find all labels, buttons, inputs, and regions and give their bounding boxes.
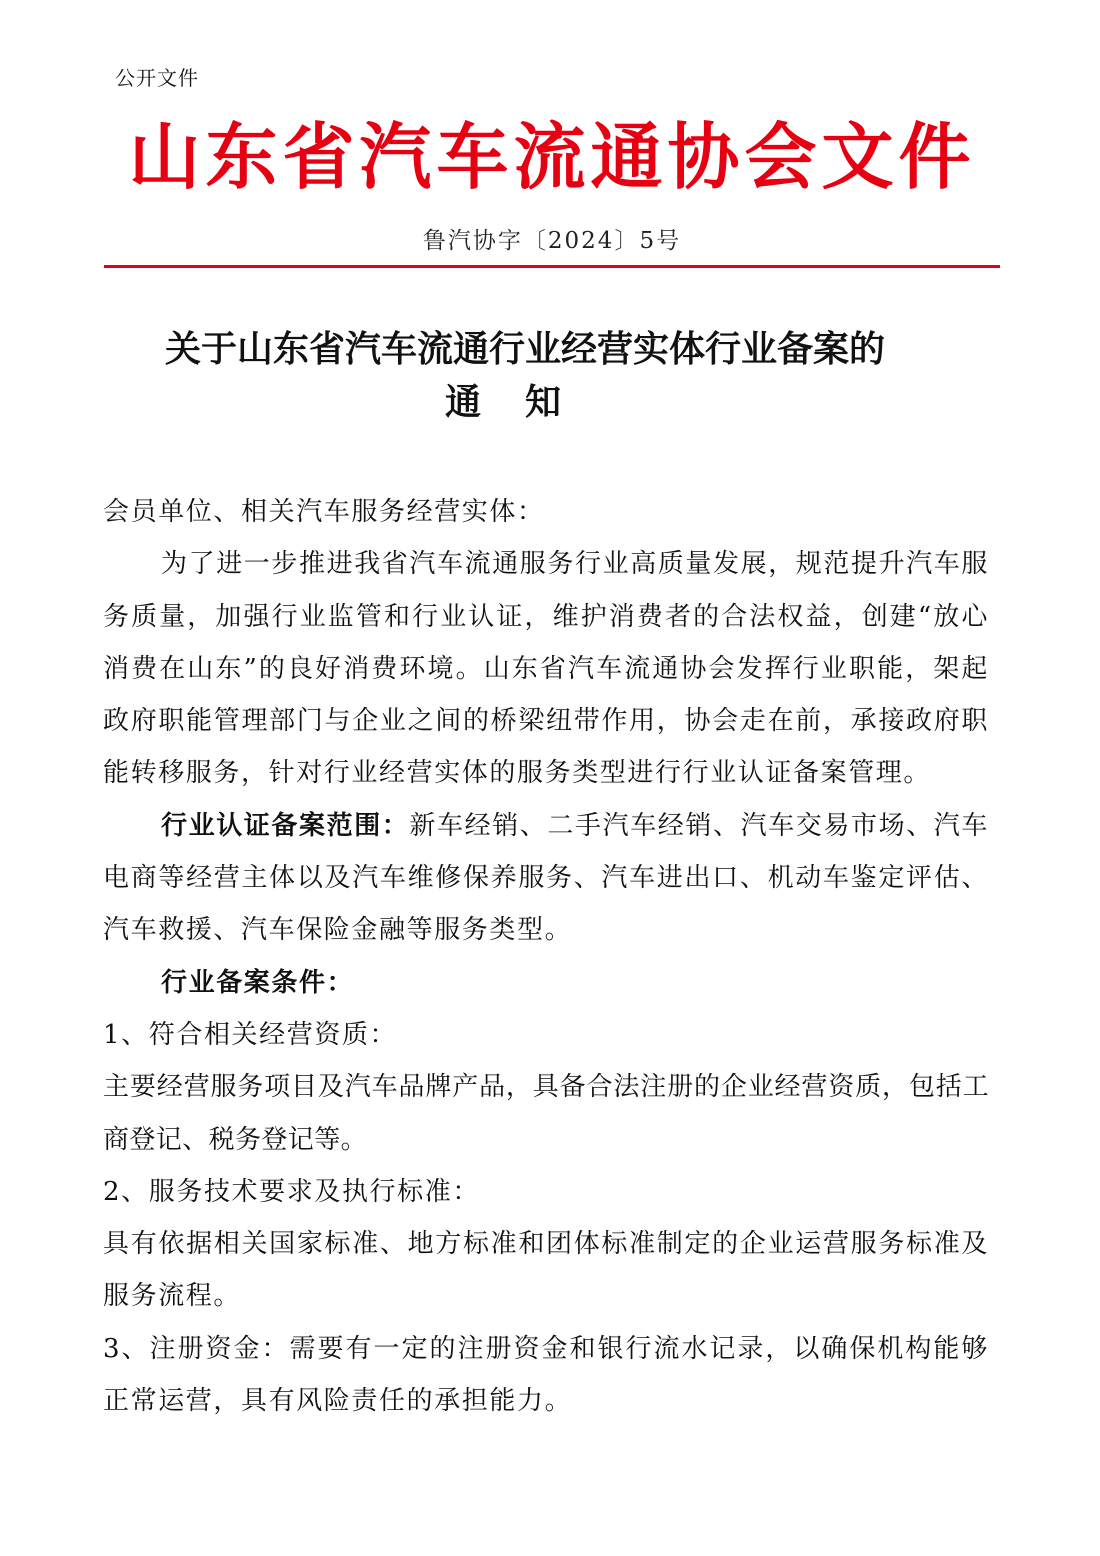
item-3-label: 3、注册资金： [103, 1333, 290, 1364]
item-3-paragraph [103, 1323, 989, 1428]
item-3-text: 需要有一定的注册资金和银行流水记录，以确保机构能够正常运营，具有风险责任的承担能力。 [103, 1333, 989, 1417]
scope-paragraph [103, 800, 989, 957]
masthead-divider [104, 265, 1000, 268]
title-line-1: 关于山东省汽车流通行业经营实体行业备案的 [164, 328, 885, 370]
issuer-masthead: 山东省汽车流通协会文件 [128, 115, 976, 199]
document-number: 鲁汽协字〔2024〕5号 [422, 228, 682, 254]
document-body [103, 486, 989, 1427]
scope-text: 新车经销、二手汽车经销、汽车交易市场、汽车电商等经营主体以及汽车维修保养服务、汽车进出口、机动车鉴定评估、汽车救援、汽车保险金融等服务类型。 [103, 810, 990, 946]
conditions-heading [103, 957, 989, 1009]
item-2-title: 2、服务技术要求及执行标准： [103, 1176, 480, 1207]
conditions-label: 行业备案条件： [161, 967, 355, 998]
item-1-title: 1、符合相关经营资质： [103, 1019, 398, 1050]
salutation: 会员单位、相关汽车服务经营实体： [103, 497, 545, 527]
item-1-text: 主要经营服务项目及汽车品牌产品，具备合法注册的企业经营资质，包括工商登记、税务登记等。 [103, 1072, 989, 1155]
public-document-label: 公开文件 [115, 66, 199, 90]
scope-label: 行业认证备案范围： [161, 810, 410, 841]
intro-paragraph: 为了进一步推进我省汽车流通服务行业高质量发展，规范提升汽车服务质量，加强行业监管和行业认证，维护消费者的合法权益，创建“放心消费在山东”的良好消费环境。山东省汽车流通协会发挥行业职能，架起政府职能管理部门与企业之间的桥梁纽带作用，协会走在前，承接政府职能转移服务，针对行业经营实体的服务类型进行行业认证备案管理。 [103, 549, 990, 789]
item-2-text: 具有依据相关国家标准、地方标准和团体标准制定的企业运营服务标准及服务流程。 [103, 1229, 989, 1312]
title-line-2: 通知 [444, 381, 605, 423]
document-title [104, 323, 1000, 429]
